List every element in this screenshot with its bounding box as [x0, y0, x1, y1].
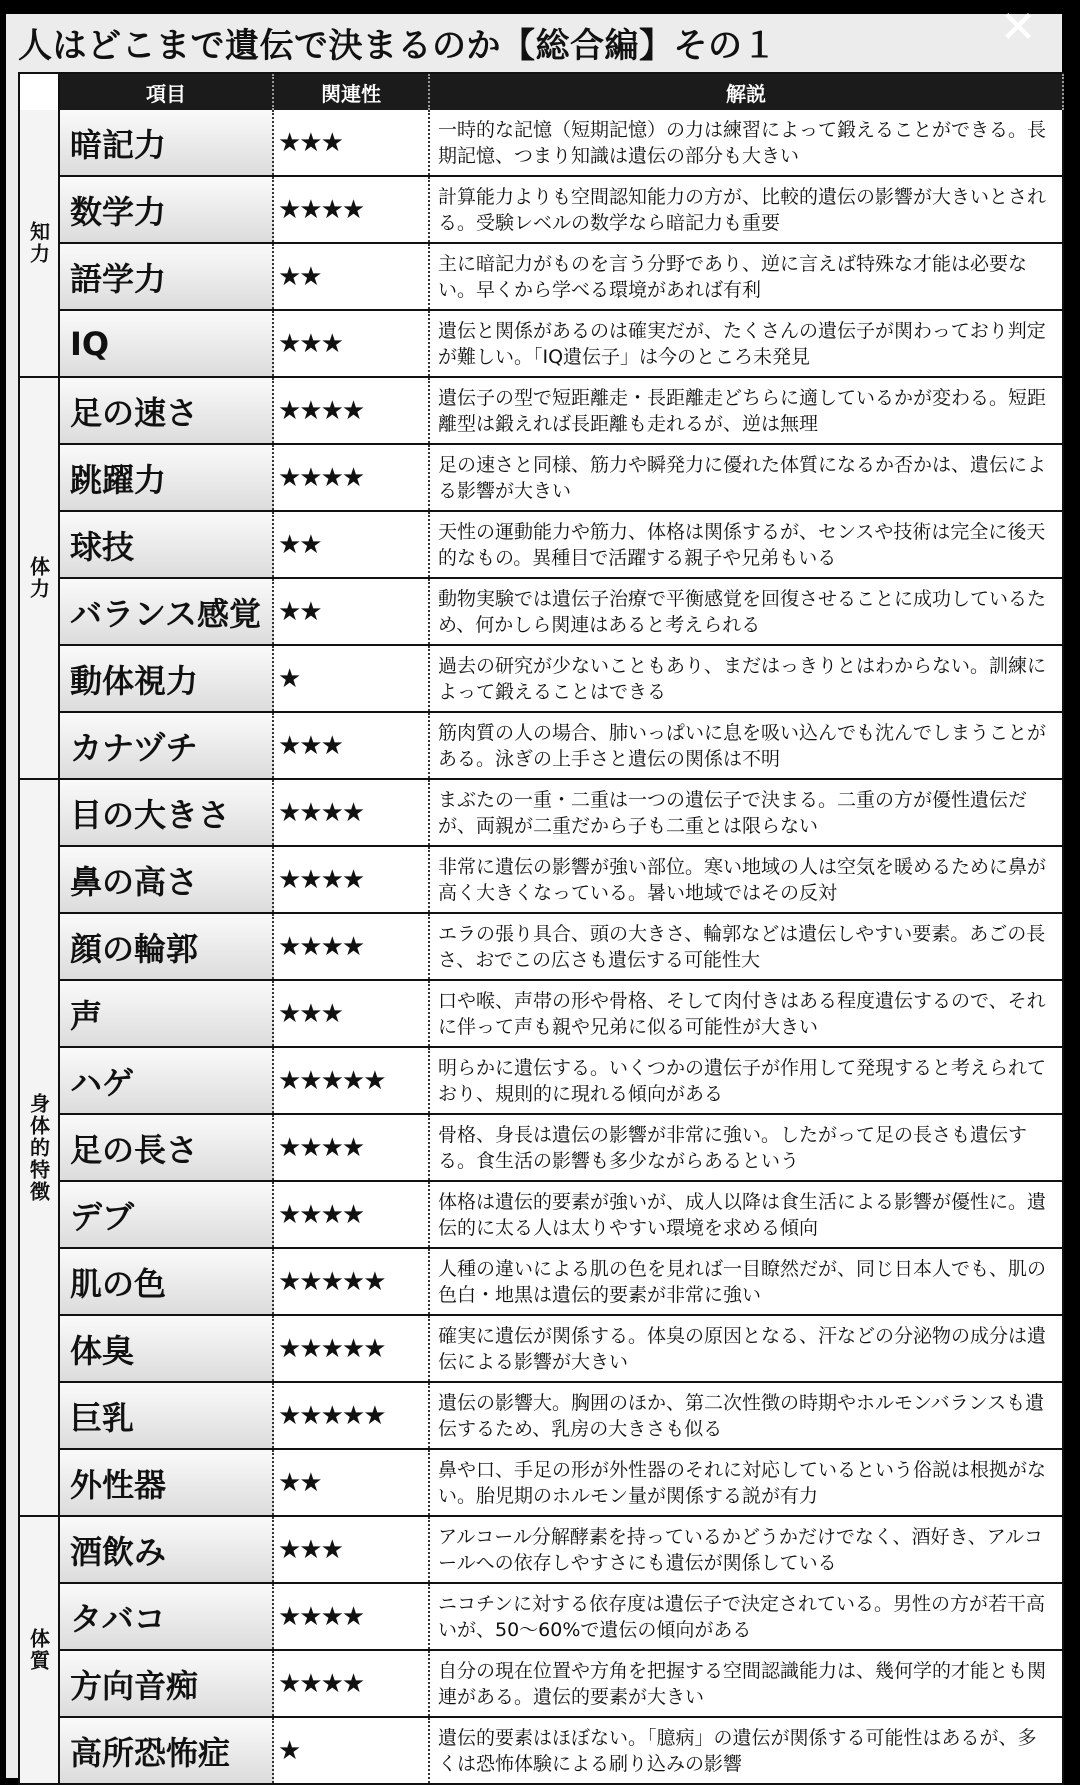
trait-name: バランス感覚	[60, 579, 274, 644]
category-group	[20, 110, 1064, 378]
table-row	[60, 512, 1064, 579]
table-row	[60, 1651, 1064, 1718]
table-row	[60, 780, 1064, 847]
description-text: 計算能力よりも空間認知能力の方が、比較的遺伝の影響が大きいとされる。受験レベルの数学なら暗記力も重要	[438, 185, 1047, 234]
description-text: アルコール分解酵素を持っているかどうかだけでなく、酒好き、アルコールへの依存しやすさにも遺伝が関係している	[438, 1525, 1043, 1574]
trait-description	[430, 110, 1064, 175]
description-text: 主に暗記力がものを言う分野であり、逆に言えば特殊な才能は必要ない。早くから学べる環境があれば有利	[438, 252, 1028, 301]
trait-name: タバコ	[60, 1584, 274, 1649]
relevance-stars: ★★	[274, 244, 430, 309]
trait-description	[430, 1450, 1064, 1515]
trait-description	[430, 445, 1064, 510]
description-text: 天性の運動能力や筋力、体格は関係するが、センスや技術は完全に後天的なもの。異種目で活躍する親子や兄弟もいる	[438, 520, 1046, 569]
relevance-stars: ★	[274, 646, 430, 711]
trait-name: 足の長さ	[60, 1115, 274, 1180]
trait-description	[430, 914, 1064, 979]
description-text: 体格は遺伝的要素が強いが、成人以降は食生活による影響が優性に。遺伝的に太る人は太りやすい環境を求める傾向	[438, 1190, 1047, 1239]
trait-description	[430, 311, 1064, 376]
trait-description	[430, 1517, 1064, 1582]
description-text: ニコチンに対する依存度は遺伝子で決定されている。男性の方が若干高いが、50〜60%で遺伝の傾向がある	[438, 1592, 1046, 1641]
table-row	[60, 177, 1064, 244]
category-rows	[60, 110, 1064, 376]
heredity-table	[18, 72, 1064, 1785]
table-row	[60, 1048, 1064, 1115]
table-row	[60, 713, 1064, 778]
relevance-stars: ★★★★	[274, 780, 430, 845]
table-row	[60, 378, 1064, 445]
table-row	[60, 646, 1064, 713]
trait-description	[430, 1048, 1064, 1113]
table-row	[60, 244, 1064, 311]
table-row	[60, 914, 1064, 981]
page-title: 人はどこまで遺伝で決まるのか【総合編】その１	[18, 26, 777, 66]
trait-description	[430, 1383, 1064, 1448]
trait-description	[430, 244, 1064, 309]
table-row	[60, 445, 1064, 512]
trait-name: 体臭	[60, 1316, 274, 1381]
relevance-stars: ★★	[274, 512, 430, 577]
trait-name: 数学力	[60, 177, 274, 242]
description-text: 足の速さと同様、筋力や瞬発力に優れた体質になるか否かは、遺伝による影響が大きい	[438, 453, 1047, 502]
description-text: 確実に遺伝が関係する。体臭の原因となる、汗などの分泌物の成分は遺伝による影響が大きい	[438, 1324, 1047, 1373]
table-row	[60, 847, 1064, 914]
table-body	[20, 110, 1064, 1785]
trait-name: 肌の色	[60, 1249, 274, 1314]
table-row	[60, 311, 1064, 376]
trait-description	[430, 378, 1064, 443]
table-row	[60, 579, 1064, 646]
table-row	[60, 1249, 1064, 1316]
trait-description	[430, 177, 1064, 242]
relevance-stars: ★★★	[274, 311, 430, 376]
header-item: 項目	[60, 74, 274, 110]
description-text: 一時的な記憶（短期記憶）の力は練習によって鍛えることができる。長期記憶、つまり知識は遺伝の部分も大きい	[438, 118, 1047, 167]
category-group	[20, 378, 1064, 780]
trait-description	[430, 1651, 1064, 1716]
header-relevance: 関連性	[274, 74, 430, 110]
description-text: 人種の違いによる肌の色を見れば一目瞭然だが、同じ日本人でも、肌の色白・地黒は遺伝的要素が非常に強い	[438, 1257, 1047, 1306]
relevance-stars: ★★	[274, 579, 430, 644]
description-text: 動物実験では遺伝子治療で平衡感覚を回復させることに成功しているため、何かしら関連はあると考えられる	[438, 587, 1047, 636]
relevance-stars: ★★★★★	[274, 1048, 430, 1113]
trait-name: 足の速さ	[60, 378, 274, 443]
trait-description	[430, 1182, 1064, 1247]
trait-name: 暗記力	[60, 110, 274, 175]
table-row	[60, 1450, 1064, 1515]
table-row	[60, 1584, 1064, 1651]
table-row	[60, 1718, 1064, 1783]
relevance-stars: ★★★★★	[274, 1316, 430, 1381]
relevance-stars: ★★★	[274, 1517, 430, 1582]
description-text: 遺伝的要素はほぼない。「臆病」の遺伝が関係する可能性はあるが、多くは恐怖体験による刷り込みの影響	[438, 1726, 1037, 1775]
relevance-stars: ★★★★	[274, 1651, 430, 1716]
description-text: 骨格、身長は遺伝の影響が非常に強い。したがって足の長さも遺伝する。食生活の影響も多少ながらあるという	[438, 1123, 1028, 1172]
relevance-stars: ★★★★	[274, 1584, 430, 1649]
trait-name: 球技	[60, 512, 274, 577]
relevance-stars: ★★★★	[274, 1182, 430, 1247]
table-row	[60, 110, 1064, 177]
description-text: 遺伝と関係があるのは確実だが、たくさんの遺伝子が関わっており判定が難しい。「IQ遺伝子」は今のところ未発見	[438, 319, 1046, 368]
description-text: 自分の現在位置や方角を把握する空間認識能力は、幾何学的才能とも関連がある。遺伝的要素が大きい	[438, 1659, 1047, 1708]
relevance-stars: ★★★★★	[274, 1383, 430, 1448]
trait-name: 外性器	[60, 1450, 274, 1515]
trait-description	[430, 847, 1064, 912]
trait-description	[430, 1584, 1064, 1649]
trait-name: ハゲ	[60, 1048, 274, 1113]
description-text: 明らかに遺伝する。いくつかの遺伝子が作用して発現すると考えられており、規則的に現れる傾向がある	[438, 1056, 1047, 1105]
trait-name: 声	[60, 981, 274, 1046]
table-row	[60, 1316, 1064, 1383]
table-row	[60, 1517, 1064, 1584]
trait-description	[430, 1249, 1064, 1314]
trait-name: 目の大きさ	[60, 780, 274, 845]
category-rows	[60, 1517, 1064, 1783]
relevance-stars: ★★★	[274, 981, 430, 1046]
category-rows	[60, 378, 1064, 778]
trait-description	[430, 579, 1064, 644]
relevance-stars: ★★	[274, 1450, 430, 1515]
trait-description	[430, 713, 1064, 778]
relevance-stars: ★★★	[274, 110, 430, 175]
trait-name: IQ	[60, 311, 274, 376]
trait-name: 顔の輪郭	[60, 914, 274, 979]
trait-description	[430, 512, 1064, 577]
category-rows	[60, 780, 1064, 1515]
description-text: 過去の研究が少ないこともあり、まだはっきりとはわからない。訓練によって鍛えることはできる	[438, 654, 1047, 703]
trait-name: 巨乳	[60, 1383, 274, 1448]
trait-description	[430, 780, 1064, 845]
trait-name: 跳躍力	[60, 445, 274, 510]
description-text: 筋肉質の人の場合、肺いっぱいに息を吸い込んでも沈んでしまうことがある。泳ぎの上手さと遺伝の関係は不明	[438, 721, 1047, 770]
trait-description	[430, 1316, 1064, 1381]
relevance-stars: ★★★★	[274, 1115, 430, 1180]
category-group	[20, 1517, 1064, 1785]
description-text: 鼻や口、手足の形が外性器のそれに対応しているという俗説は根拠がない。胎児期のホルモン量が関係する説が有力	[438, 1458, 1047, 1507]
description-text: まぶたの一重・二重は一つの遺伝子で決まる。二重の方が優性遺伝だが、両親が二重だから子も二重とは限らない	[438, 788, 1028, 837]
trait-name: デブ	[60, 1182, 274, 1247]
trait-name: 語学力	[60, 244, 274, 309]
relevance-stars: ★★★★	[274, 378, 430, 443]
relevance-stars: ★★★★★	[274, 1249, 430, 1314]
trait-name: 方向音痴	[60, 1651, 274, 1716]
table-row	[60, 981, 1064, 1048]
table-header	[20, 74, 1064, 110]
relevance-stars: ★★★★	[274, 177, 430, 242]
table-row	[60, 1182, 1064, 1249]
relevance-stars: ★★★★	[274, 445, 430, 510]
trait-description	[430, 981, 1064, 1046]
header-explanation: 解説	[430, 74, 1064, 110]
table-row	[60, 1115, 1064, 1182]
description-text: エラの張り具合、頭の大きさ、輪郭などは遺伝しやすい要素。あごの長さ、おでこの広さも遺伝する可能性大	[438, 922, 1046, 971]
trait-name: 酒飲み	[60, 1517, 274, 1582]
description-text: 遺伝の影響大。胸囲のほか、第二次性徴の時期やホルモンバランスも遺伝するため、乳房の大きさも似る	[438, 1391, 1045, 1440]
category-label: 体力	[20, 378, 60, 778]
relevance-stars: ★★★★	[274, 847, 430, 912]
category-label: 知力	[20, 110, 60, 376]
relevance-stars: ★★★	[274, 713, 430, 778]
category-label: 身体的特徴	[20, 780, 60, 1515]
header-corner	[20, 74, 60, 110]
description-text: 遺伝子の型で短距離走・長距離走どちらに適しているかが変わる。短距離型は鍛えれば長距離も走れるが、逆は無理	[438, 386, 1047, 435]
close-icon[interactable]: ✕	[999, 2, 1037, 53]
trait-name: 鼻の高さ	[60, 847, 274, 912]
table-row	[60, 1383, 1064, 1450]
category-group	[20, 780, 1064, 1517]
relevance-stars: ★	[274, 1718, 430, 1783]
trait-name: 高所恐怖症	[60, 1718, 274, 1783]
trait-name: 動体視力	[60, 646, 274, 711]
trait-description	[430, 646, 1064, 711]
relevance-stars: ★★★★	[274, 914, 430, 979]
trait-description	[430, 1718, 1064, 1783]
category-label: 体質	[20, 1517, 60, 1783]
trait-name: カナヅチ	[60, 713, 274, 778]
description-text: 非常に遺伝の影響が強い部位。寒い地域の人は空気を暖めるために鼻が高く大きくなっている。暑い地域ではその反対	[438, 855, 1047, 904]
trait-description	[430, 1115, 1064, 1180]
description-text: 口や喉、声帯の形や骨格、そして肉付きはある程度遺伝するので、それに伴って声も親や兄弟に似る可能性が大きい	[438, 989, 1046, 1038]
